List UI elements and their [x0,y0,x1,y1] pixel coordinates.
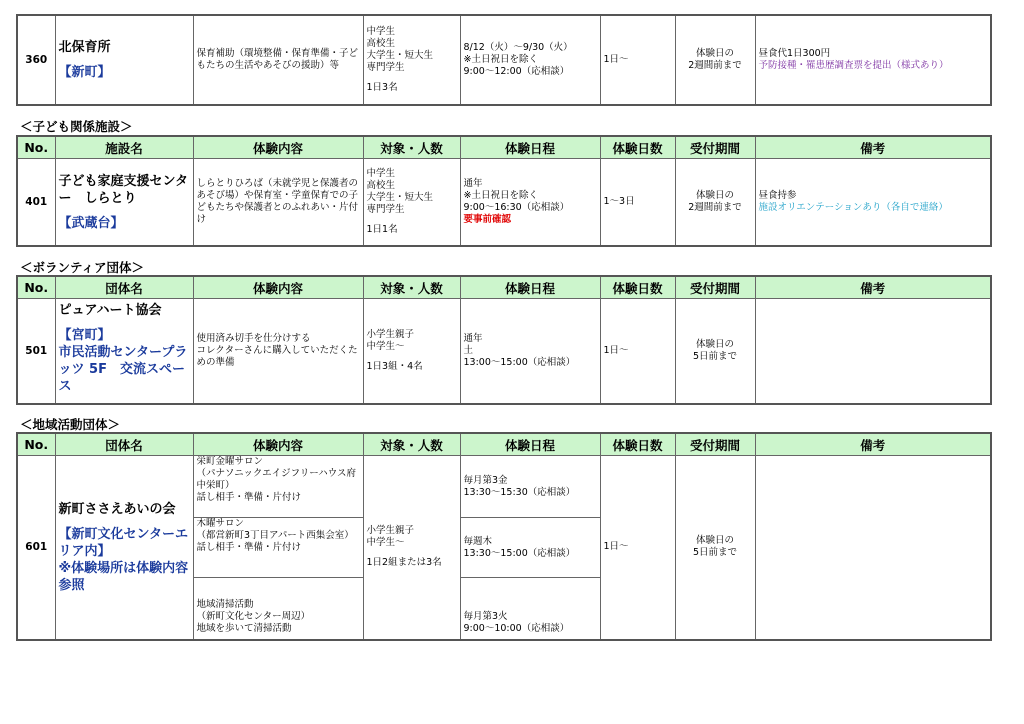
content-cell: 木曜サロン （都営新町3丁目アパート西集会室） 話し相手・準備・片付け [193,518,363,578]
schedule-cell [460,15,600,105]
target-cell [363,15,460,105]
schedule-cell [460,518,600,578]
note-line: 施設オリエンテーションあり（各自で連絡） [758,202,948,213]
content-cell: 栄町金曜サロン （パナソニックエイジフリーハウス府中栄町） 話し相手・準備・片付け [193,456,363,518]
schedule-line: ※土日祝日を除く [463,54,538,65]
group-name: ピュアハート協会 [58,303,162,318]
header-schedule: 体験日程 [460,276,600,299]
content-cell: 地域清掃活動 （新町文化センター周辺） 地域を歩いて清掃活動 [193,578,363,640]
section-heading-community: ＜地域活動団体＞ [20,417,121,432]
note-cell [755,159,991,247]
row-no: 360 [17,15,55,105]
section-heading-children: ＜子ども関係施設＞ [20,119,133,134]
facility-name: 北保育所 [58,40,111,55]
table-nursery [16,14,992,106]
header-facility: 施設名 [55,136,193,159]
days-cell: 1日～ [600,456,675,640]
facility-location: 【新町】 [58,65,111,80]
period-cell [675,299,755,405]
schedule-line: 毎週木 [463,535,493,547]
header-note: 備考 [755,136,991,159]
header-content: 体験内容 [193,276,363,299]
header-target: 対象・人数 [363,276,460,299]
row-no: 601 [17,456,55,640]
header-row [17,276,991,299]
group-location: 【新町文化センターエリア内】 ※体験場所は体験内容参照 [58,526,189,593]
facility-name: 子ども家庭支援センター しらとり [58,173,188,206]
period-line: 体験日の [695,190,734,201]
header-period: 受付期間 [675,276,755,299]
schedule-line: ※土日祝日を除く [463,190,538,201]
target-line: 中学生～ [366,537,405,549]
schedule-line: 8/12（火）～9/30（火） [463,42,573,53]
note-line: 昼食代1日300円 [758,48,831,59]
content-cell: 保育補助（環境整備・保育準備・子どもたちの生活やあそびの援助）等 [193,15,363,105]
note-cell [755,299,991,405]
header-days: 体験日数 [600,136,675,159]
period-line: 体験日の [695,339,734,350]
header-content: 体験内容 [193,433,363,456]
header-row [17,433,991,456]
note-line: 予防接種・罹患歴調査票を提出（様式あり） [758,60,949,71]
note-cell [755,15,991,105]
schedule-line: 毎月第3金 [463,474,508,486]
schedule-line: 毎月第3火 [463,610,508,622]
target-line: 大学生・短大生 [366,50,434,61]
target-line: 専門学生 [366,62,405,73]
target-line: 大学生・短大生 [366,192,434,203]
period-line: 5日前まで [692,351,738,362]
header-group: 団体名 [55,433,193,456]
target-count: 1日1名 [366,224,398,235]
table-row [17,15,991,105]
group-location: 【宮町】 市民活動センタープラッツ 5F 交流スペース [58,328,188,394]
target-line: 専門学生 [366,204,405,215]
target-count: 1日3組・4名 [366,361,423,372]
header-target: 対象・人数 [363,136,460,159]
content-cell: 使用済み切手を仕分けする コレクターさんに購入していただくための準備 [193,299,363,405]
days-cell: 1～3日 [600,159,675,247]
period-line: 体験日の [695,48,734,59]
header-row [17,136,991,159]
period-line: 2週間前まで [688,202,742,213]
group-cell [55,299,193,405]
row-no: 501 [17,299,55,405]
target-line: 中学生～ [366,341,405,352]
facility-cell [55,159,193,247]
target-line: 小学生親子 [366,329,415,340]
schedule-line: 9:00～10:00（応相談） [463,622,570,634]
header-no: No. [17,433,55,456]
header-schedule: 体験日程 [460,136,600,159]
target-line: 中学生 [366,168,396,179]
schedule-line: 13:30～15:30（応相談） [463,486,576,498]
target-line: 小学生親子 [366,525,415,537]
facility-location: 【武蔵台】 [58,215,124,231]
period-cell [675,456,755,640]
header-schedule: 体験日程 [460,433,600,456]
table-row [17,456,991,518]
target-cell [363,456,460,640]
period-line: 2週間前まで [688,60,742,71]
schedule-cell [460,578,600,640]
header-days: 体験日数 [600,433,675,456]
target-cell [363,299,460,405]
period-cell [675,159,755,247]
schedule-line: 9:00～12:00（応相談） [463,66,570,77]
group-name: 新町ささえあいの会 [58,501,176,517]
schedule-cell [460,299,600,405]
table-row [17,299,991,405]
group-cell [55,456,193,640]
note-line: 昼食持参 [758,190,797,201]
schedule-line: 通年 [463,333,483,344]
note-cell [755,456,991,640]
header-content: 体験内容 [193,136,363,159]
days-cell: 1日～ [600,299,675,405]
facility-cell [55,15,193,105]
header-period: 受付期間 [675,136,755,159]
schedule-line: 通年 [463,178,483,189]
header-note: 備考 [755,433,991,456]
schedule-cell [460,456,600,518]
target-cell [363,159,460,247]
header-no: No. [17,136,55,159]
target-line: 高校生 [366,38,396,49]
schedule-line: 13:30～15:00（応相談） [463,547,576,559]
period-cell [675,15,755,105]
table-children [16,135,992,247]
header-target: 対象・人数 [363,433,460,456]
target-line: 中学生 [366,26,396,37]
header-group: 団体名 [55,276,193,299]
header-days: 体験日数 [600,276,675,299]
schedule-line: 13:00～15:00（応相談） [463,357,576,368]
schedule-warning: 要事前確認 [463,214,512,225]
table-row [17,159,991,247]
row-no: 401 [17,159,55,247]
schedule-line: 土 [463,345,474,356]
period-line: 5日前まで [692,547,738,559]
schedule-cell [460,159,600,247]
section-heading-volunteer: ＜ボランティア団体＞ [20,260,145,275]
period-line: 体験日の [695,535,734,547]
header-period: 受付期間 [675,433,755,456]
target-line: 高校生 [366,180,396,191]
table-community [16,432,992,641]
header-no: No. [17,276,55,299]
content-cell: しらとりひろば（未就学児と保護者のあそび場）や保育室・学童保育での子どもたちや保護者とのふれあい・片付け [193,159,363,247]
table-volunteer [16,275,992,405]
days-cell: 1日～ [600,15,675,105]
target-count: 1日2組または3名 [366,557,442,569]
target-count: 1日3名 [366,82,398,93]
schedule-line: 9:00～16:30（応相談） [463,202,570,213]
header-note: 備考 [755,276,991,299]
